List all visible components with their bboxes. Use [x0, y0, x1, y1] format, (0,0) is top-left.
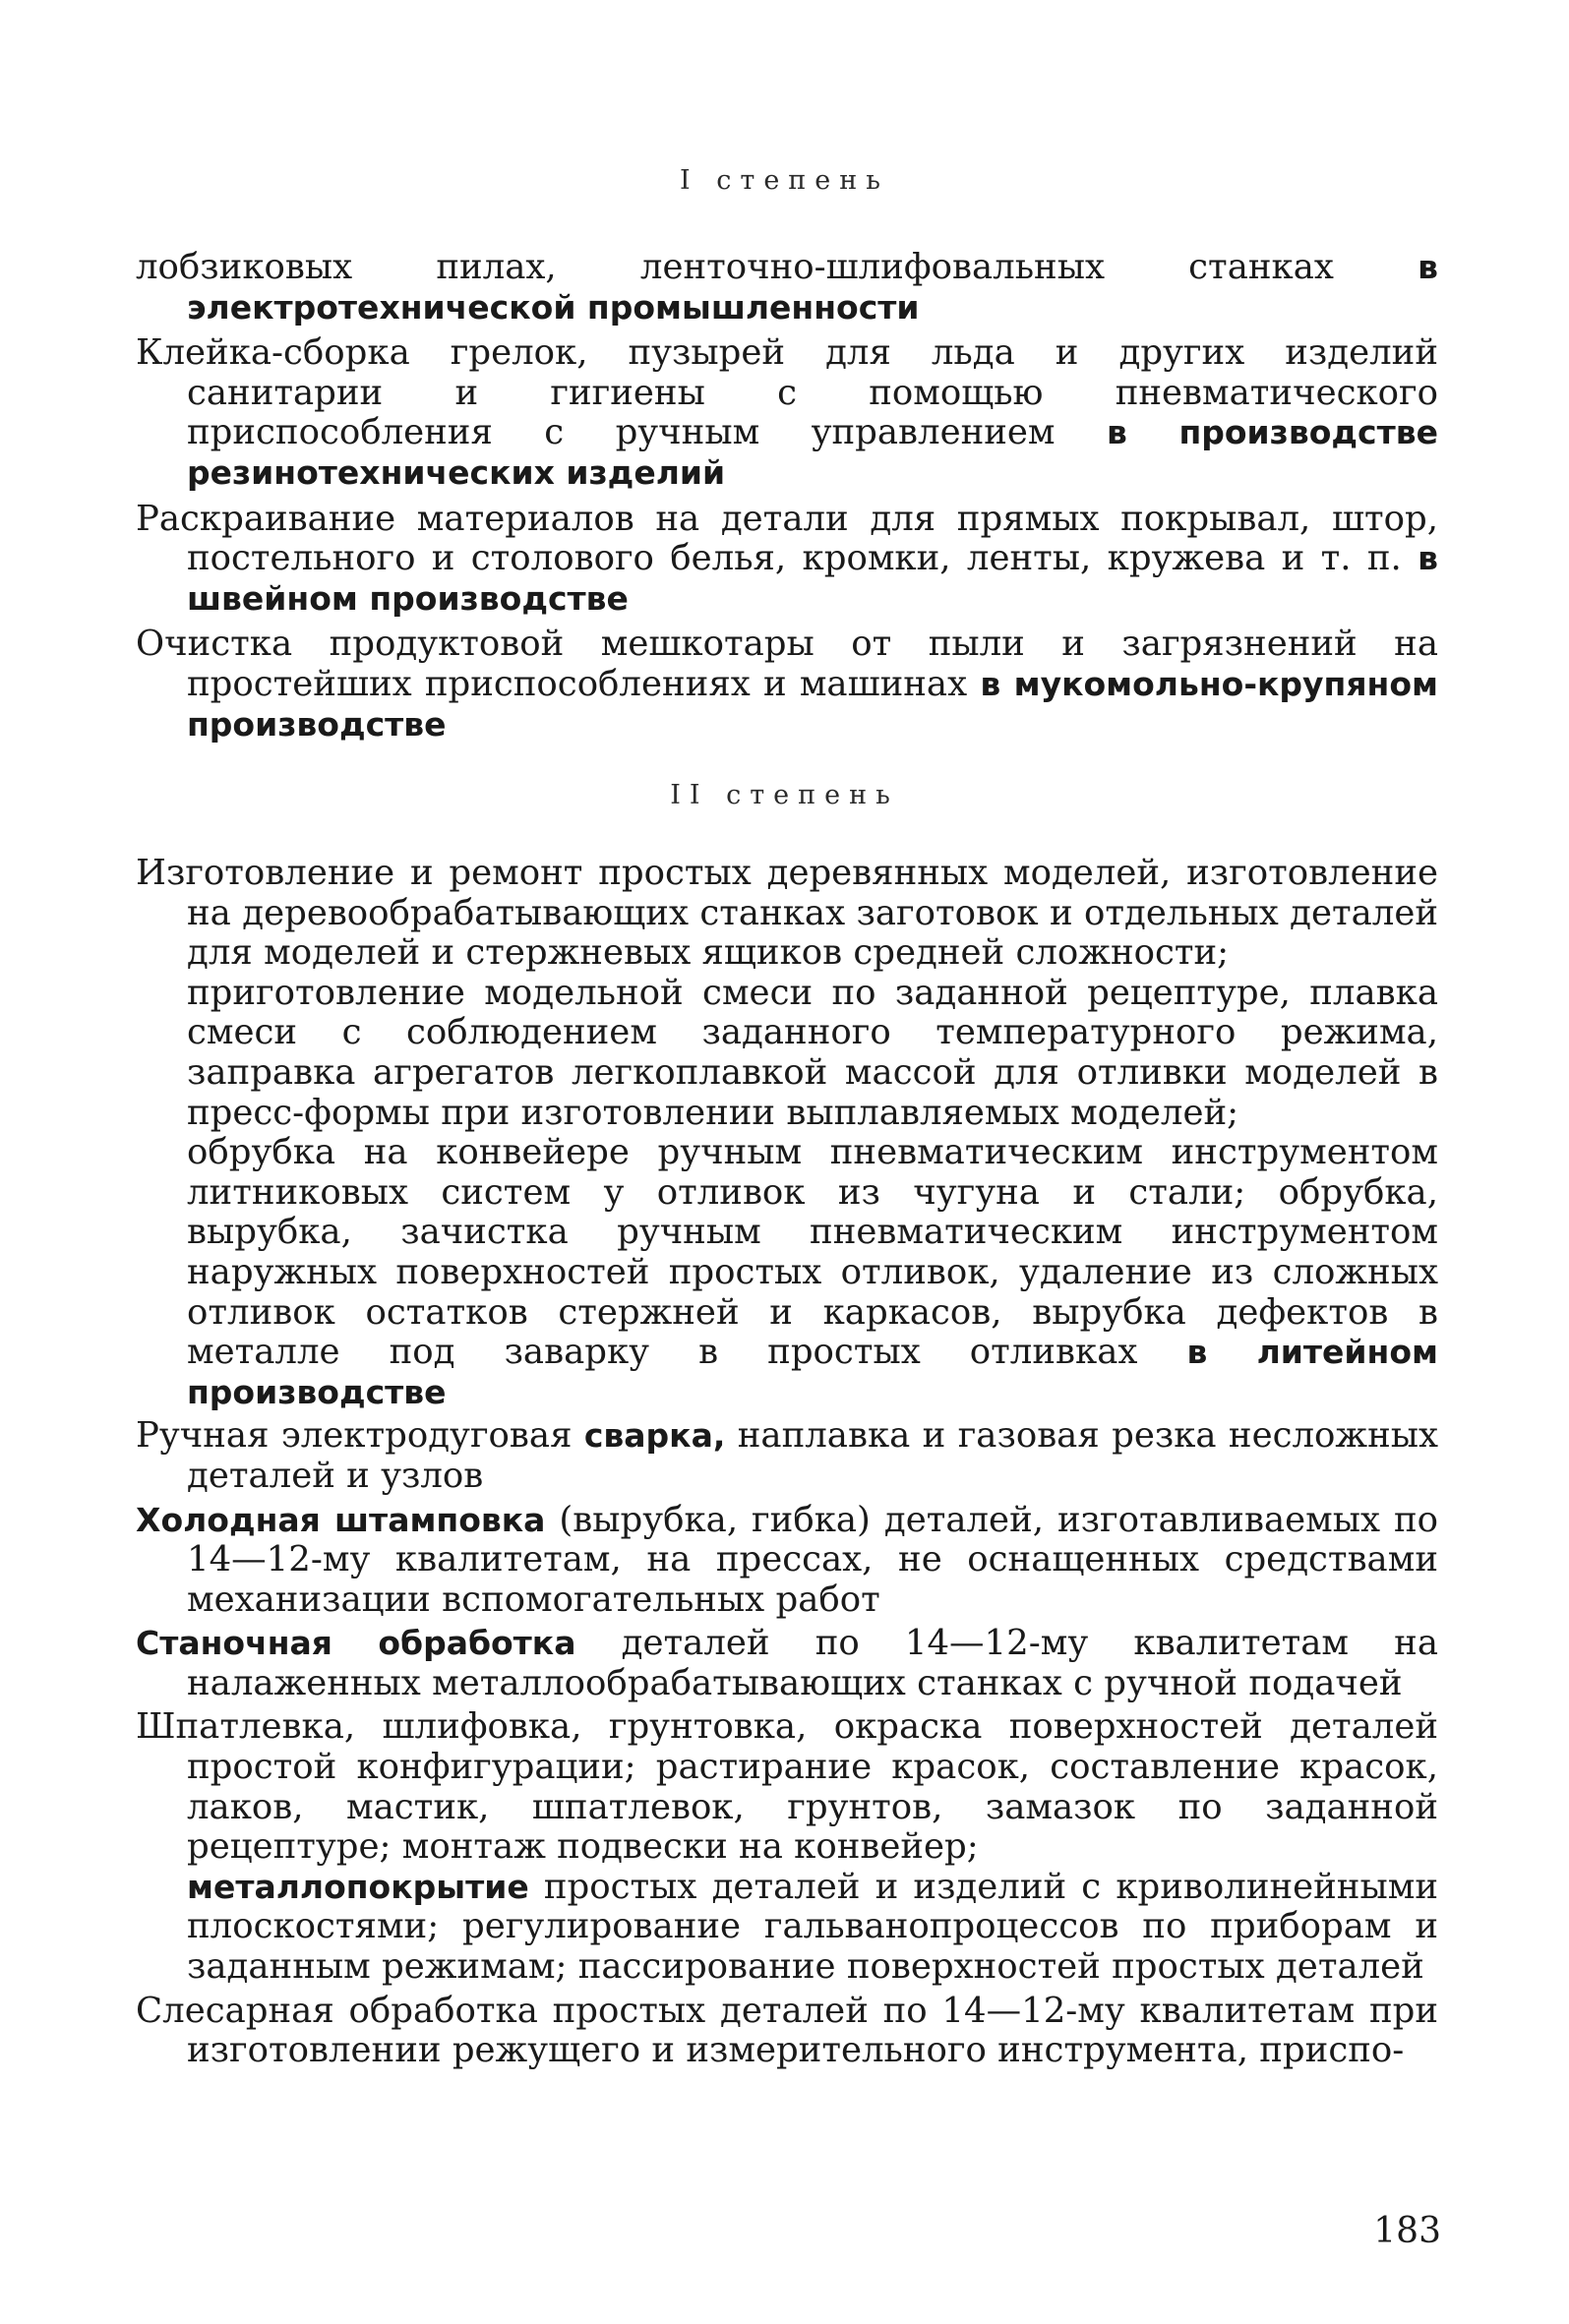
- entry: [136, 333, 1438, 493]
- entry: [136, 500, 1438, 620]
- entry-text: (вырубка, гибка) деталей, изготавливаемых по 14—12-му квалитетам, на прессах, не оснащенных средствами механизации вспомогательных работ: [187, 1499, 1438, 1620]
- section-2-body: [136, 854, 1438, 2071]
- section-1-body: [136, 248, 1438, 745]
- entry-bold-text: в швейном производстве: [187, 539, 1438, 618]
- page-number: 183: [1373, 2211, 1441, 2251]
- entry-bold-text: в электротехнической промышленности: [187, 248, 1438, 327]
- entry-bold-text: в литейном производстве: [187, 1333, 1438, 1411]
- entry-continuation: [136, 1868, 1438, 1988]
- entry: [136, 1416, 1438, 1496]
- entry: [136, 625, 1438, 745]
- entry: [136, 1992, 1438, 2071]
- entry-bold-text: Станочная обработка: [136, 1624, 576, 1663]
- entry: [136, 1624, 1438, 1703]
- entry-continuation: [136, 1133, 1438, 1412]
- entry-text: Клейка-сборка грелок, пузырей для льда и других изделий санитарии и гигиены с помощью пневматического приспособления с ручным управлением: [136, 332, 1438, 453]
- section-heading-2: II степень: [670, 780, 899, 810]
- entry-text: приготовление модельной смеси по заданной рецептуре, плавка смеси с соблюдением заданного температурного режима, заправка агрегатов легкоплавкой массой для отливки моделей в пресс-формы при изготовлении выплавляемых моделей;: [187, 972, 1438, 1133]
- entry-text: Очистка продуктовой мешкотары от пыли и загрязнений на простейших приспособлениях и машинах: [136, 624, 1438, 704]
- entry-text: Ручная электродуговая: [136, 1415, 584, 1457]
- entry-text: Изготовление и ремонт простых деревянных моделей, изготовление на деревообрабатывающих станках заготовок и отдельных деталей для моделей и стержневых ящиков средней сложности;: [136, 853, 1438, 974]
- entry-continuation: [136, 974, 1438, 1133]
- entry-text: деталей по 14—12-му квалитетам на налаженных металлообрабатывающих станках с ручной подачей: [187, 1623, 1438, 1703]
- entry-text: Раскраивание материалов на детали для прямых покрывал, штор, постельного и столового белья, кромки, ленты, кружева и т. п.: [136, 498, 1438, 579]
- entry: [136, 248, 1438, 328]
- entry: [136, 854, 1438, 974]
- entry: [136, 1707, 1438, 1867]
- entry-bold-text: в мукомольно-крупяном производстве: [187, 664, 1438, 744]
- entry-bold-text: в производстве резинотехнических изделий: [187, 413, 1439, 492]
- entry-text: простых деталей и изделий с криволинейными плоскостями; регулирование гальванопроцессов по приборам и заданным режимам; пассирование поверхностей простых деталей: [187, 1866, 1438, 1988]
- entry-text: обрубка на конвейере ручным пневматическим инструментом литниковых систем у отливок из чугуна и стали; обрубка, вырубка, зачистка ручным пневматическим инструментом наружных поверхностей простых отливок, удаление из сложных отливок остатков стержней и каркасов, вырубка дефектов в металле под заварку в простых отливках: [187, 1132, 1438, 1373]
- entry-text: лобзиковых пилах, ленточно-шлифовальных станках: [136, 247, 1418, 287]
- entry-bold-text: Холодная штамповка: [136, 1500, 546, 1539]
- entry: [136, 1501, 1438, 1621]
- entry-bold-text: металлопокрытие: [187, 1867, 529, 1906]
- entry-text: Шпатлевка, шлифовка, грунтовка, окраска поверхностей деталей простой конфигурации; растирание красок, составление красок, лаков, мастик, шпатлевок, грунтов, замазок по заданной рецептуре; монтаж подвески на конвейер;: [136, 1706, 1438, 1868]
- entry-text: наплавка и газовая резка несложных деталей и узлов: [187, 1415, 1439, 1496]
- entry-bold-text: сварка,: [583, 1416, 726, 1456]
- section-heading-1: I степень: [680, 165, 889, 196]
- entry-text: Слесарная обработка простых деталей по 14—12-му квалитетам при изготовлении режущего и измерительного инструмента, приспо-: [136, 1990, 1438, 2071]
